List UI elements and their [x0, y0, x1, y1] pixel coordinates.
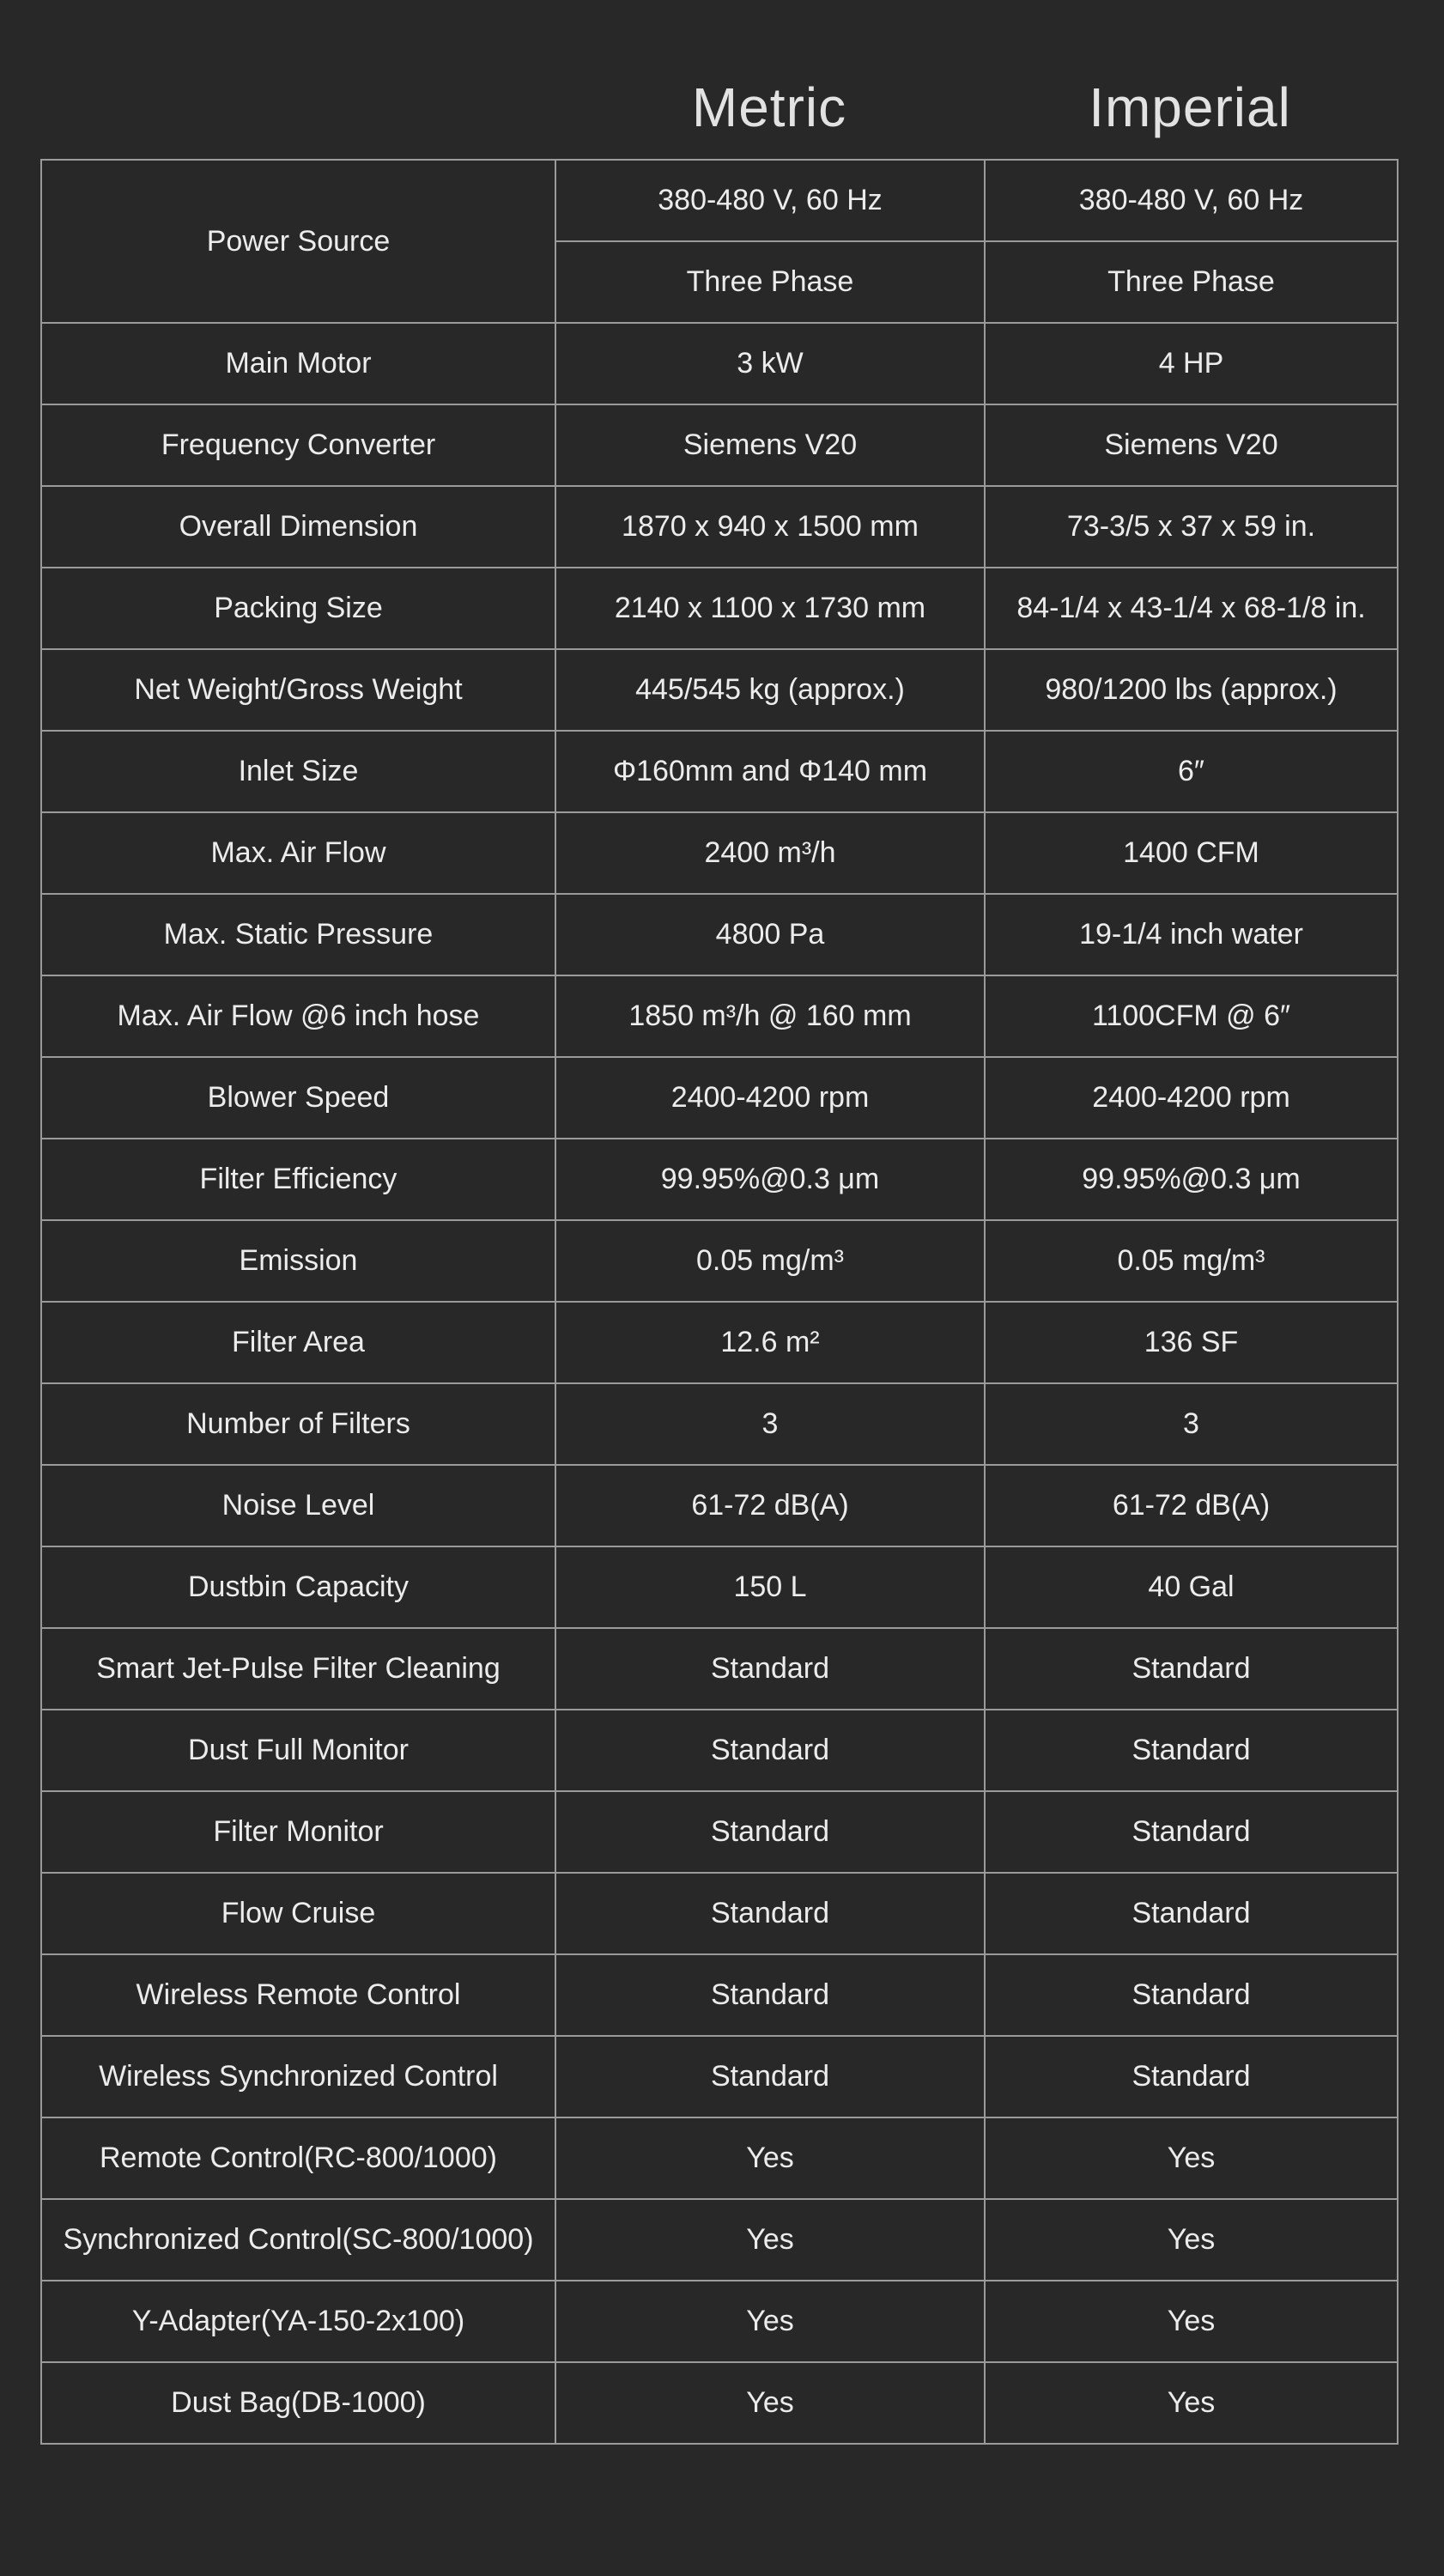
- imperial-value: Yes: [985, 2199, 1398, 2281]
- table-row: [41, 1302, 1398, 1383]
- imperial-value: Yes: [985, 2117, 1398, 2199]
- table-row: [41, 1710, 1398, 1791]
- table-row: [41, 1628, 1398, 1710]
- table-row: [41, 1873, 1398, 1954]
- metric-value: 380-480 V, 60 Hz: [555, 160, 985, 241]
- imperial-value: 1400 CFM: [985, 812, 1398, 894]
- metric-value: Standard: [555, 1873, 985, 1954]
- metric-value: 150 L: [555, 1546, 985, 1628]
- imperial-value: 0.05 mg/m³: [985, 1220, 1398, 1302]
- metric-value: 3: [555, 1383, 985, 1465]
- table-row: [41, 404, 1398, 486]
- metric-value: Standard: [555, 1954, 985, 2036]
- spec-label: Dust Full Monitor: [41, 1710, 555, 1791]
- imperial-value: 980/1200 lbs (approx.): [985, 649, 1398, 731]
- spec-label: Dust Bag(DB-1000): [41, 2362, 555, 2444]
- imperial-value: Standard: [985, 1954, 1398, 2036]
- imperial-value: 19-1/4 inch water: [985, 894, 1398, 975]
- spec-label: Net Weight/Gross Weight: [41, 649, 555, 731]
- metric-value: Three Phase: [555, 241, 985, 323]
- metric-value: 2400 m³/h: [555, 812, 985, 894]
- imperial-value: 380-480 V, 60 Hz: [985, 160, 1398, 241]
- table-row: [41, 2281, 1398, 2362]
- imperial-value: Standard: [985, 2036, 1398, 2117]
- spec-label: Filter Efficiency: [41, 1139, 555, 1220]
- table-row: [41, 1791, 1398, 1873]
- imperial-value: 3: [985, 1383, 1398, 1465]
- imperial-value: Siemens V20: [985, 404, 1398, 486]
- spec-label: Packing Size: [41, 568, 555, 649]
- table-row: [41, 731, 1398, 812]
- imperial-value: 1100CFM @ 6″: [985, 975, 1398, 1057]
- spec-label: Max. Air Flow @6 inch hose: [41, 975, 555, 1057]
- spec-label: Blower Speed: [41, 1057, 555, 1139]
- table-row: [41, 1465, 1398, 1546]
- table-row: [41, 568, 1398, 649]
- metric-value: 445/545 kg (approx.): [555, 649, 985, 731]
- imperial-value: Yes: [985, 2281, 1398, 2362]
- spec-label: Synchronized Control(SC-800/1000): [41, 2199, 555, 2281]
- metric-value: 1850 m³/h @ 160 mm: [555, 975, 985, 1057]
- table-row: [41, 1546, 1398, 1628]
- metric-value: 1870 x 940 x 1500 mm: [555, 486, 985, 568]
- metric-value: 99.95%@0.3 μm: [555, 1139, 985, 1220]
- spec-label: Frequency Converter: [41, 404, 555, 486]
- metric-value: 3 kW: [555, 323, 985, 404]
- table-row: [41, 323, 1398, 404]
- column-headers: [0, 69, 1444, 146]
- metric-value: Standard: [555, 2036, 985, 2117]
- table-row: [41, 1057, 1398, 1139]
- metric-value: 12.6 m²: [555, 1302, 985, 1383]
- metric-value: Yes: [555, 2199, 985, 2281]
- table-row: [41, 2199, 1398, 2281]
- table-row: [41, 2117, 1398, 2199]
- metric-value: 0.05 mg/m³: [555, 1220, 985, 1302]
- imperial-value: Standard: [985, 1628, 1398, 1710]
- table-row: [41, 894, 1398, 975]
- spec-table: [40, 159, 1398, 2445]
- metric-value: 2400-4200 rpm: [555, 1057, 985, 1139]
- table-row: [41, 160, 1398, 241]
- imperial-value: 6″: [985, 731, 1398, 812]
- imperial-value: Three Phase: [985, 241, 1398, 323]
- table-row: [41, 812, 1398, 894]
- spec-label: Number of Filters: [41, 1383, 555, 1465]
- metric-value: Standard: [555, 1791, 985, 1873]
- imperial-value: 61-72 dB(A): [985, 1465, 1398, 1546]
- imperial-value: 84-1/4 x 43-1/4 x 68-1/8 in.: [985, 568, 1398, 649]
- spec-label: Max. Static Pressure: [41, 894, 555, 975]
- metric-value: Standard: [555, 1710, 985, 1791]
- imperial-header: Imperial: [1089, 76, 1291, 138]
- spec-label: Y-Adapter(YA-150-2x100): [41, 2281, 555, 2362]
- imperial-value: Yes: [985, 2362, 1398, 2444]
- metric-value: 4800 Pa: [555, 894, 985, 975]
- imperial-value: 73-3/5 x 37 x 59 in.: [985, 486, 1398, 568]
- spec-label: Noise Level: [41, 1465, 555, 1546]
- metric-header: Metric: [691, 76, 847, 138]
- spec-table-body: [41, 160, 1398, 2444]
- imperial-value: 40 Gal: [985, 1546, 1398, 1628]
- table-row: [41, 1139, 1398, 1220]
- table-row: [41, 1220, 1398, 1302]
- imperial-value: 2400-4200 rpm: [985, 1057, 1398, 1139]
- imperial-value: 99.95%@0.3 μm: [985, 1139, 1398, 1220]
- metric-value: Siemens V20: [555, 404, 985, 486]
- spec-label: Filter Area: [41, 1302, 555, 1383]
- table-row: [41, 2036, 1398, 2117]
- metric-value: Yes: [555, 2281, 985, 2362]
- spec-label: Emission: [41, 1220, 555, 1302]
- imperial-value: 136 SF: [985, 1302, 1398, 1383]
- metric-value: 61-72 dB(A): [555, 1465, 985, 1546]
- spec-label: Main Motor: [41, 323, 555, 404]
- table-row: [41, 1954, 1398, 2036]
- imperial-value: Standard: [985, 1873, 1398, 1954]
- imperial-value: 4 HP: [985, 323, 1398, 404]
- spec-label: Wireless Remote Control: [41, 1954, 555, 2036]
- spec-label: Filter Monitor: [41, 1791, 555, 1873]
- table-row: [41, 2362, 1398, 2444]
- spec-label: Inlet Size: [41, 731, 555, 812]
- spec-label: Flow Cruise: [41, 1873, 555, 1954]
- spec-label: Overall Dimension: [41, 486, 555, 568]
- table-row: [41, 649, 1398, 731]
- table-row: [41, 1383, 1398, 1465]
- spec-label: Power Source: [41, 160, 555, 323]
- imperial-value: Standard: [985, 1710, 1398, 1791]
- spec-label: Max. Air Flow: [41, 812, 555, 894]
- metric-value: Standard: [555, 1628, 985, 1710]
- spec-label: Dustbin Capacity: [41, 1546, 555, 1628]
- metric-value: Yes: [555, 2117, 985, 2199]
- metric-value: Φ160mm and Φ140 mm: [555, 731, 985, 812]
- table-row: [41, 486, 1398, 568]
- spec-label: Wireless Synchronized Control: [41, 2036, 555, 2117]
- metric-value: 2140 x 1100 x 1730 mm: [555, 568, 985, 649]
- table-row: [41, 975, 1398, 1057]
- imperial-value: Standard: [985, 1791, 1398, 1873]
- metric-value: Yes: [555, 2362, 985, 2444]
- spec-label: Smart Jet-Pulse Filter Cleaning: [41, 1628, 555, 1710]
- spec-label: Remote Control(RC-800/1000): [41, 2117, 555, 2199]
